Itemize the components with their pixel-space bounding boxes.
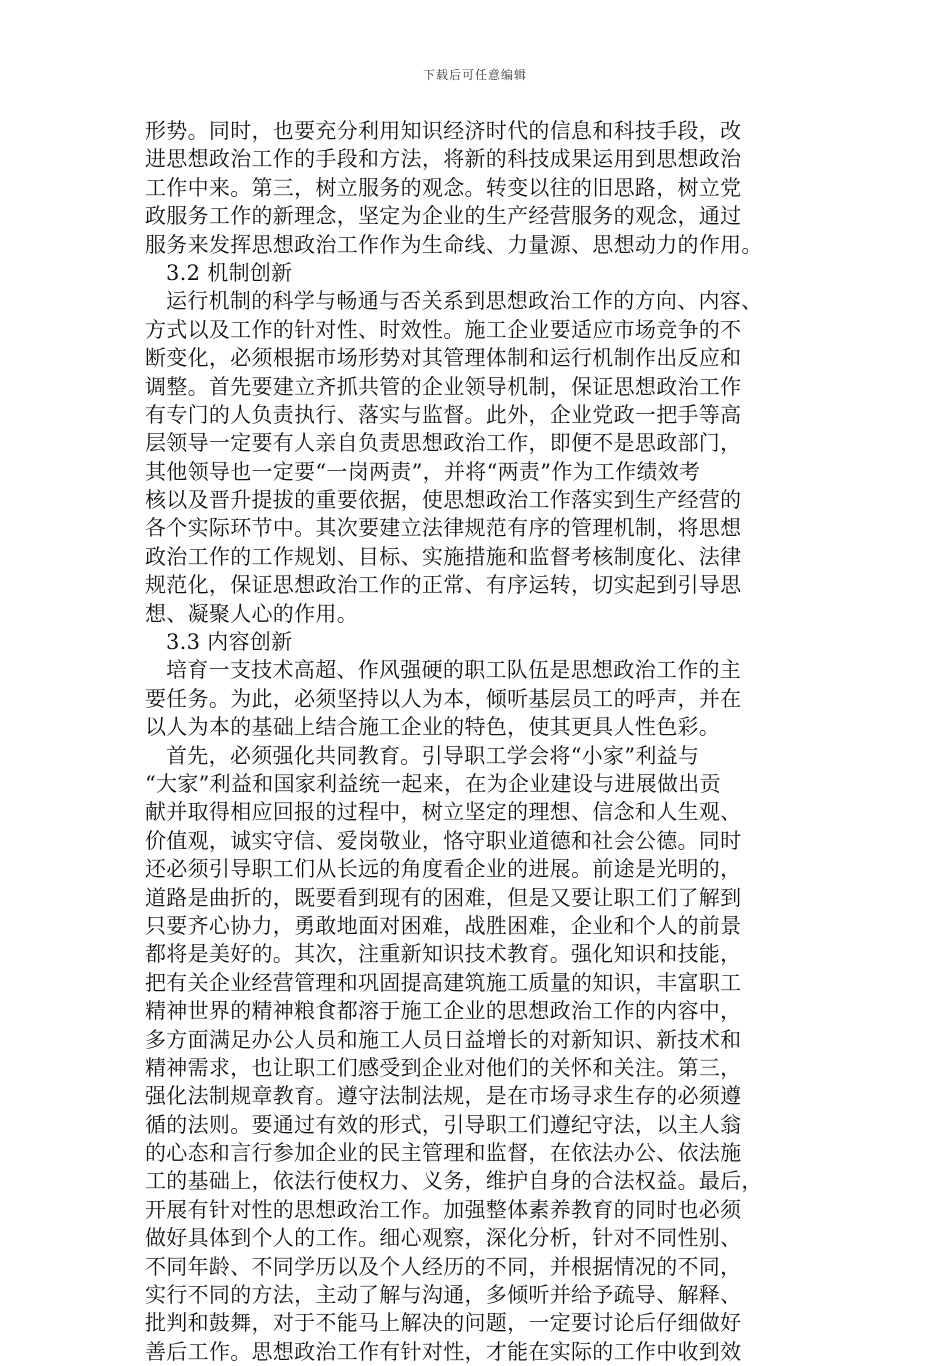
text-line: 工作中来。第三，树立服务的观念。转变以往的旧思路，树立党: [145, 175, 742, 200]
text-line: 还必须引导职工们从长远的角度看企业的进展。前途是光明的，: [145, 857, 742, 882]
text-line: 精神需求，也让职工们感受到企业对他们的关怀和关注。第三，: [145, 1055, 742, 1080]
text-line: 批判和鼓舞，对于不能马上解决的问题，一定要讨论后仔细做好: [145, 1311, 742, 1336]
text-line: 多方面满足办公人员和施工人员日益增长的对新知识、新技术和: [145, 1027, 742, 1052]
document-body: [145, 117, 795, 1366]
text-line: 方式以及工作的针对性、时效性。施工企业要适应市场竞争的不: [145, 317, 742, 342]
text-line: 都将是美好的。其次，注重新知识技术教育。强化知识和技能，: [145, 942, 742, 967]
text-line: 要任务。为此，必须坚持以人为本，倾听基层员工的呼声，并在: [145, 686, 742, 711]
text-line: 规范化，保证思想政治工作的正常、有序运转，切实起到引导思: [145, 573, 742, 598]
text-line: 首先，必须强化共同教育。引导职工学会将“小家”利益与: [166, 743, 700, 768]
page-header: 下载后可任意编辑: [422, 68, 527, 82]
text-line: 强化法制规章教育。遵守法制法规，是在市场寻求生存的必须遵: [145, 1084, 742, 1109]
text-line: 服务来发挥思想政治工作作为生命线、力量源、思想动力的作用。: [145, 232, 763, 257]
text-line: 3.2 机制创新: [166, 260, 293, 285]
text-line: 政服务工作的新理念，坚定为企业的生产经营服务的观念，通过: [145, 204, 742, 229]
text-line: 价值观，诚实守信、爱岗敬业，恪守职业道德和社会公德。同时: [145, 828, 742, 853]
text-line: 层领导一定要有人亲自负责思想政治工作，即便不是思政部门，: [145, 431, 742, 456]
text-line: 其他领导也一定要“一岗两责”，并将“两责”作为工作绩效考: [145, 459, 701, 484]
text-line: 形势。同时，也要充分利用知识经济时代的信息和科技手段，改: [145, 119, 742, 143]
text-line: 想、凝聚人心的作用。: [145, 601, 358, 626]
text-line: 3.3 内容创新: [166, 630, 293, 655]
text-line: 不同年龄、不同学历以及个人经历的不同，并根据情况的不同，: [145, 1254, 742, 1279]
text-line: 开展有针对性的思想政治工作。加强整体素养教育的同时也必须: [145, 1197, 742, 1222]
text-line: 的心态和言行参加企业的民主管理和监督，在依法办公、依法施: [145, 1141, 742, 1166]
text-line: 献并取得相应回报的过程中，树立坚定的理想、信念和人生观、: [145, 800, 742, 825]
text-line: 工的基础上，依法行使权力、义务，维护自身的合法权益。最后，: [145, 1169, 763, 1194]
text-line: 做好具体到个人的工作。细心观察，深化分析，针对不同性别、: [145, 1226, 742, 1251]
text-line: 各个实际环节中。其次要建立法律规范有序的管理机制，将思想: [145, 516, 742, 541]
text-line: 道路是曲折的，既要看到现有的困难，但是又要让职工们了解到: [145, 885, 742, 910]
text-line: 核以及晋升提拔的重要依据，使思想政治工作落实到生产经营的: [145, 488, 742, 513]
text-line: 善后工作。思想政治工作有针对性，才能在实际的工作中收到效: [145, 1339, 742, 1364]
text-line: 断变化，必须根据市场形势对其管理体制和运行机制作出反应和: [145, 346, 742, 371]
text-line: 精神世界的精神粮食都溶于施工企业的思想政治工作的内容中，: [145, 999, 742, 1024]
text-line: 把有关企业经营管理和巩固提高建筑施工质量的知识，丰富职工: [145, 970, 742, 995]
text-line: 进思想政治工作的手段和方法，将新的科技成果运用到思想政治: [145, 147, 742, 172]
text-line: 培育一支技术高超、作风强硬的职工队伍是思想政治工作的主: [166, 658, 742, 683]
text-line: 以人为本的基础上结合施工企业的特色，使其更具人性色彩。: [145, 715, 721, 740]
text-line: 有专门的人负责执行、落实与监督。此外，企业党政一把手等高: [145, 402, 742, 427]
text-line: 只要齐心协力，勇敢地面对困难，战胜困难，企业和个人的前景: [145, 913, 742, 938]
text-line: 政治工作的工作规划、目标、实施措施和监督考核制度化、法律: [145, 544, 742, 569]
text-line: 循的法则。要通过有效的形式，引导职工们遵纪守法，以主人翁: [145, 1112, 742, 1137]
text-line: “大家”利益和国家利益统一起来，在为企业建设与进展做出贡: [145, 771, 721, 796]
text-line: 实行不同的方法，主动了解与沟通，多倾听并给予疏导、解释、: [145, 1283, 742, 1308]
text-line: 运行机制的科学与畅通与否关系到思想政治工作的方向、内容、: [166, 289, 763, 314]
text-line: 调整。首先要建立齐抓共管的企业领导机制，保证思想政治工作: [145, 374, 742, 399]
